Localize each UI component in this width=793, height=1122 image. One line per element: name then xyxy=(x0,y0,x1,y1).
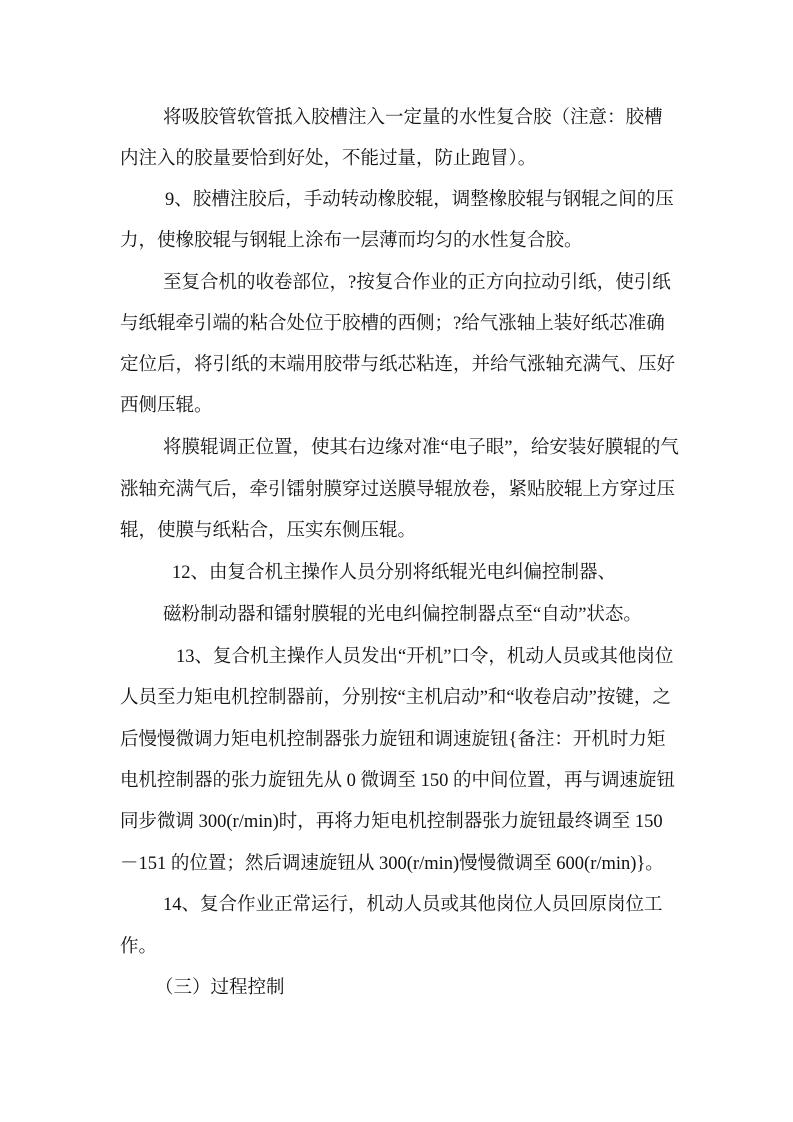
text-line: 14、复合作业正常运行，机动人员或其他岗位人员回原岗位工 xyxy=(163,895,663,915)
text-line: 人员至力矩电机控制器前，分别按“主机启动”和“收卷启动”按键，之 xyxy=(120,688,671,708)
text-line: 内注入的胶量要恰到好处，不能过量，防止跑冒）。 xyxy=(120,149,537,169)
text-line: 辊，使膜与纸粘合，压实东侧压辊。 xyxy=(120,521,417,541)
text-line: 西侧压辊。 xyxy=(120,396,213,416)
text-line: 至复合机的收卷部位，?按复合作业的正方向拉动引纸，使引纸 xyxy=(163,273,671,293)
text-line: 与纸辊牵引端的粘合处位于胶槽的西侧；?给气涨轴上装好纸芯准确 xyxy=(120,314,665,334)
text-line: 12、由复合机主操作人员分别将纸辊光电纠偏控制器、 xyxy=(172,563,617,583)
text-line: 将吸胶管软管抵入胶槽注入一定量的水性复合胶（注意：胶槽 xyxy=(163,108,663,128)
text-line: －151 的位置；然后调速旋钮从 300(r/min)慢慢微调至 600(r/min)}。 xyxy=(120,854,664,874)
text-line: 后慢慢微调力矩电机控制器张力旋钮和调速旋钮{备注：开机时力矩 xyxy=(120,730,666,750)
text-line: 同步微调 300(r/min)时，再将力矩电机控制器张力旋钮最终调至 150 xyxy=(120,812,663,832)
text-line: 将膜辊调正位置，使其右边缘对准“电子眼”，给安装好膜辊的气 xyxy=(163,438,679,458)
text-line: 13、复合机主操作人员发出“开机”口令，机动人员或其他岗位 xyxy=(176,647,674,667)
text-line: 定位后，将引纸的末端用胶带与纸芯粘连，并给气涨轴充满气、压好 xyxy=(120,355,676,375)
section-heading: （三）过程控制 xyxy=(155,978,285,998)
text-line: 作。 xyxy=(120,937,158,957)
text-line: 9、胶槽注胶后，手动转动橡胶辊，调整橡胶辊与钢辊之间的压 xyxy=(165,190,674,210)
text-line: 力，使橡胶辊与钢辊上涂布一层薄而均匀的水性复合胶。 xyxy=(120,231,583,251)
text-line: 涨轴充满气后，牵引镭射膜穿过送膜导辊放卷，紧贴胶辊上方穿过压 xyxy=(120,480,676,500)
text-line: 磁粉制动器和镭射膜辊的光电纠偏控制器点至“自动”状态。 xyxy=(163,605,642,625)
text-line: 电机控制器的张力旋钮先从 0 微调至 150 的中间位置，再与调速旋钮 xyxy=(120,771,676,791)
